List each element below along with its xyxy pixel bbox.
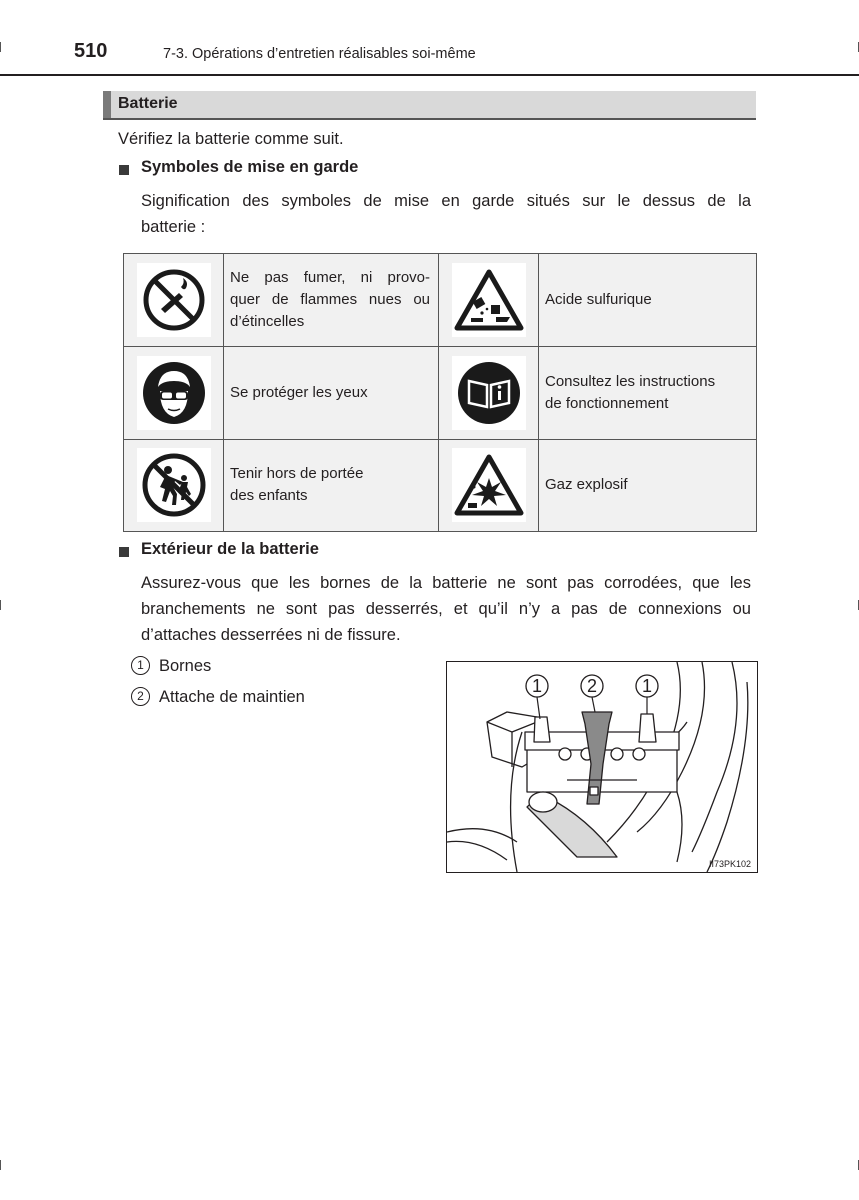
icon-cell	[124, 347, 224, 439]
symbol-description	[224, 254, 439, 347]
description-line: Gaz explosif	[545, 476, 628, 494]
warning-symbols-table	[123, 253, 757, 532]
battery-drawing	[447, 662, 757, 872]
callout-label: 1	[531, 676, 543, 696]
running-head: 7-3. Opérations d’entretien réalisables soi-même	[163, 46, 476, 62]
header-rule	[0, 74, 859, 76]
paragraph-line: Assurez-vous que les bornes de la batterie ne sont pas corrodées, que les	[141, 574, 751, 592]
crop-mark	[0, 600, 1, 610]
no-smoking-icon	[137, 263, 211, 337]
bullet-square-icon	[119, 165, 129, 175]
callout-label: 1	[641, 676, 653, 696]
table-row	[124, 347, 757, 439]
description-line: Tenir hors de portée	[230, 465, 364, 483]
symbol-description	[224, 347, 439, 439]
icon-cell	[439, 439, 539, 531]
paragraph-line: branchements ne sont pas desserrés, et qu’il n’y a pas de connexions ou	[141, 600, 751, 618]
description-line: Ne pas fumer, ni provo-	[230, 269, 430, 287]
page-number: 510	[74, 40, 108, 62]
section-title-bar	[103, 91, 756, 120]
table-row	[124, 254, 757, 347]
icon-cell	[124, 439, 224, 531]
symbol-description	[539, 254, 757, 347]
item-label: Bornes	[159, 657, 212, 675]
section-accent	[103, 91, 111, 118]
symbol-description	[224, 439, 439, 531]
exterior-heading: Extérieur de la batterie	[141, 540, 319, 558]
icon-cell	[439, 347, 539, 439]
keep-away-children-icon	[137, 448, 211, 522]
description-line: Consultez les instructions	[545, 372, 716, 390]
acid-warning-icon	[452, 263, 526, 337]
crop-mark	[0, 1160, 1, 1170]
section-intro: Vérifiez la batterie comme suit.	[118, 130, 344, 148]
description-line: batterie :	[141, 218, 206, 236]
explosive-gas-icon	[452, 448, 526, 522]
description-line: d’étincelles	[230, 313, 305, 331]
description-line: Signification des symboles de mise en garde situés sur le dessus de la	[141, 192, 751, 210]
icon-cell	[439, 254, 539, 347]
battery-illustration	[446, 661, 758, 873]
description-line: quer de flammes nues ou	[230, 291, 430, 309]
description-line: Se protéger les yeux	[230, 383, 368, 401]
description-line: de fonctionnement	[545, 394, 669, 412]
exterior-paragraph	[141, 570, 751, 648]
callout-label: 2	[586, 676, 598, 696]
crop-mark	[0, 42, 1, 52]
description-line: Acide sulfurique	[545, 291, 652, 309]
icon-cell	[124, 254, 224, 347]
figure-code: II73PK102	[708, 859, 751, 869]
table-row	[124, 439, 757, 531]
eye-protection-icon	[137, 356, 211, 430]
list-item	[131, 656, 211, 676]
item-label: Attache de maintien	[159, 688, 305, 706]
warning-symbols-description	[141, 188, 751, 240]
section-title: Batterie	[118, 95, 178, 112]
item-number: 2	[131, 687, 150, 706]
item-number: 1	[131, 656, 150, 675]
description-line: des enfants	[230, 487, 308, 505]
paragraph-line: d’attaches desserrées ni de fissure.	[141, 626, 401, 644]
read-manual-icon	[452, 356, 526, 430]
symbol-description	[539, 347, 757, 439]
list-item	[131, 687, 305, 707]
symbol-description	[539, 439, 757, 531]
warning-symbols-heading: Symboles de mise en garde	[141, 158, 359, 176]
bullet-square-icon	[119, 547, 129, 557]
